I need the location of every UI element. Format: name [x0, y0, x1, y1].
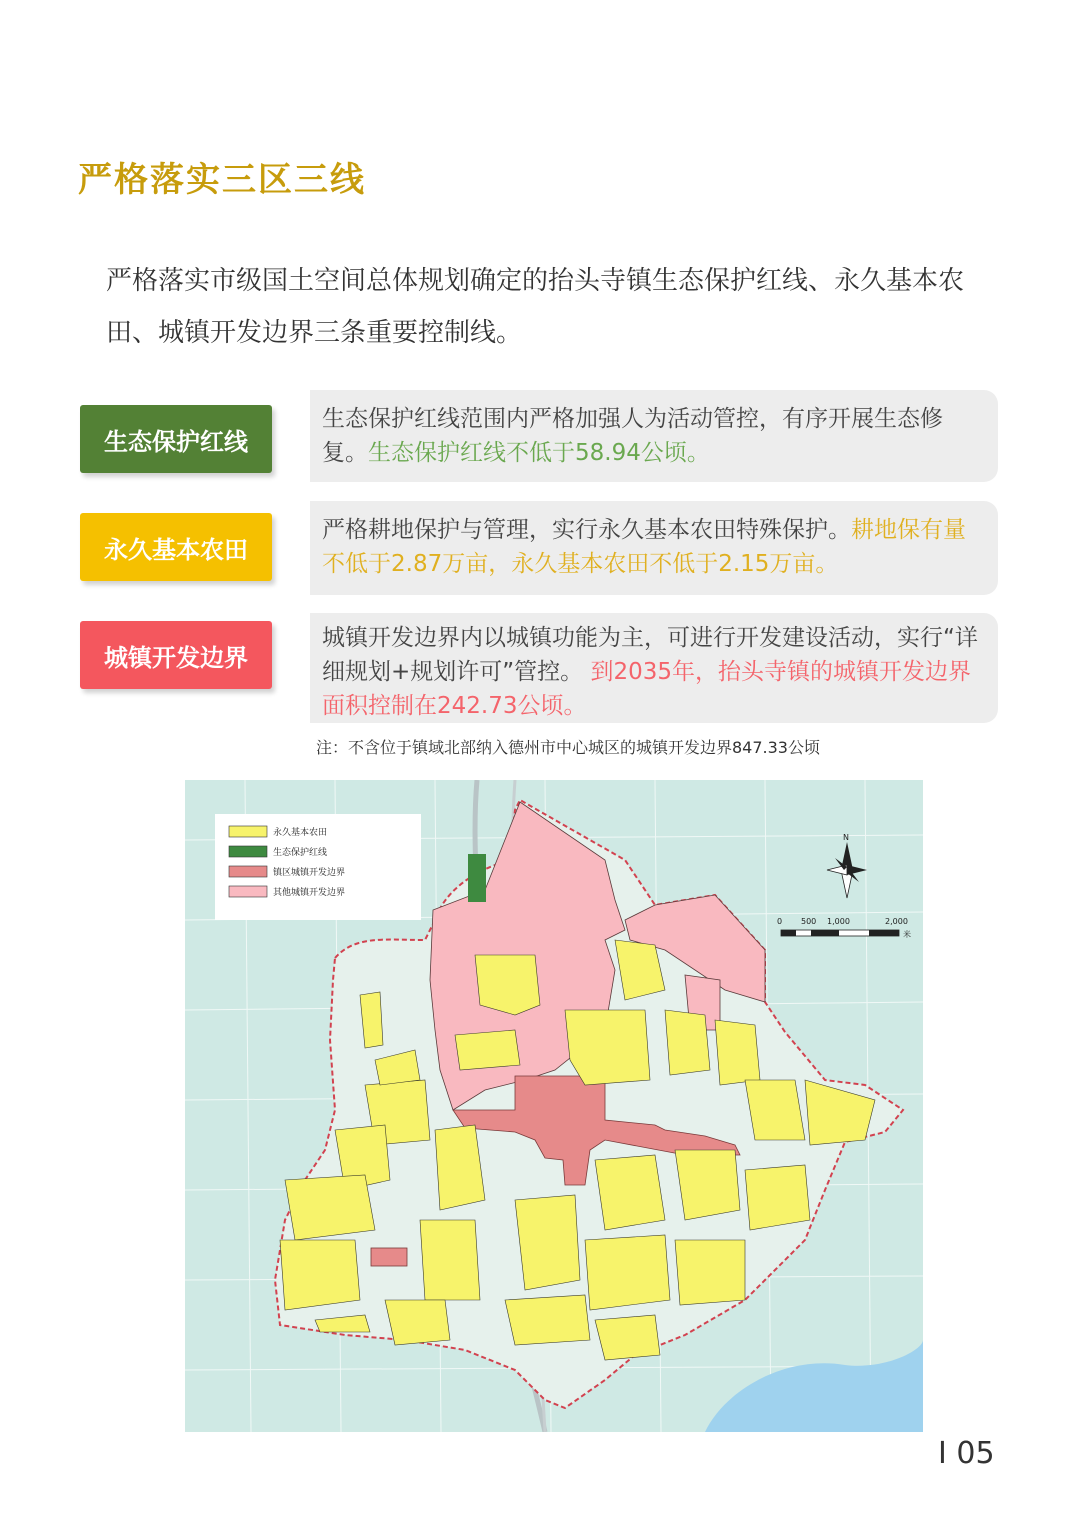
scale-label-2000: 2,000 [885, 917, 908, 926]
legend-swatch-farmland [229, 826, 267, 837]
card-ecological-redline [310, 390, 998, 482]
town-urban-boundary [371, 1248, 407, 1266]
intro-paragraph: 严格落实市级国土空间总体规划确定的抬头寺镇生态保护红线、永久基本农田、城镇开发边界三条重要控制线。 [106, 266, 965, 348]
card-text: 生态保护红线范围内严格加强人为活动管控，有序开展生态修复。 [322, 406, 943, 466]
legend-label-farmland: 永久基本农田 [273, 828, 328, 838]
card-text: 严格耕地保护与管理，实行永久基本农田特殊保护。 [322, 517, 851, 543]
card-text: 城镇开发边界内以城镇功能为主，可进行开发建设活动，实行“详细规划+规划许可”管控。 [322, 625, 978, 685]
footnote: 注：不含位于镇域北部纳入德州市中心城区的城镇开发边界847.33公顷 [316, 738, 820, 757]
scale-label-500: 500 [801, 917, 817, 926]
legend-swatch-other-boundary [229, 886, 267, 897]
card-basic-farmland [310, 501, 998, 595]
card-highlight: 耕地保有量不低于2.87万亩，永久基本农田不低于2.15万亩。 [322, 517, 966, 577]
scale-label-0: 0 [777, 917, 783, 926]
card-highlight: 生态保护红线不低于58.94公顷。 [368, 440, 710, 466]
ecological-redline-area [468, 854, 486, 902]
legend-swatch-town-boundary [229, 866, 267, 877]
card-urban-boundary [310, 613, 998, 723]
north-label: N [843, 833, 849, 842]
page-number: I 05 [938, 1436, 995, 1471]
tag-ecological-redline: 生态保护红线 [80, 405, 272, 473]
tag-urban-boundary: 城镇开发边界 [80, 621, 272, 689]
legend-label-other-boundary: 其他城镇开发边界 [273, 888, 346, 898]
section-title: 严格落实三区三线 [78, 160, 366, 200]
scale-unit: 米 [903, 930, 911, 939]
planning-map [185, 780, 923, 1432]
legend-swatch-redline [229, 846, 267, 857]
scale-label-1000: 1,000 [827, 917, 850, 926]
map-legend [215, 814, 421, 920]
card-highlight: 到2035年，抬头寺镇的城镇开发边界面积控制在242.73公顷。 [322, 659, 972, 719]
legend-label-redline: 生态保护红线 [273, 848, 328, 858]
tag-basic-farmland: 永久基本农田 [80, 513, 272, 581]
legend-label-town-boundary: 镇区城镇开发边界 [273, 868, 346, 878]
